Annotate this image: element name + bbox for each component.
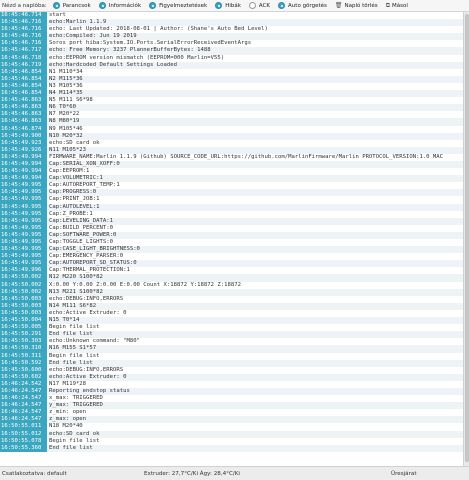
log-row[interactable] [0,267,463,274]
log-row[interactable] [0,416,463,423]
log-row[interactable] [0,338,463,345]
log-message: Cap:SERIAL_XON_XOFF:0 [47,161,463,168]
log-message: End file list [47,331,463,338]
log-message: N12 M220 S100*82 [47,274,463,281]
log-timestamp: 16:46:24.542 [0,381,47,388]
log-message: Cap:CASE_LIGHT_BRIGHTNESS:0 [47,246,463,253]
log-timestamp: 16:45:49.995 [0,260,47,267]
log-row[interactable] [0,140,463,147]
log-filter-option-label: Figyelmeztetések [159,2,208,9]
log-message: z_min: open [47,409,463,416]
copy-log-button[interactable] [386,2,408,10]
log-timestamp: 16:45:50.005 [0,324,47,331]
log-row[interactable] [0,317,463,324]
log-message: Cap:AUTOREPORT_TEMP:1 [47,182,463,189]
log-filter-option-label: Auto görgetés [288,2,327,9]
log-timestamp: 16:45:46.863 [0,111,47,118]
log-message: FIRMWARE_NAME:Marlin 1.1.9 (Github) SOURCE_CODE_URL:https://github.com/MarlinFirmware/Marlin PROTOCOL_VERSION:1.0 MAC [47,154,463,161]
log-row[interactable] [0,345,463,352]
log-row[interactable] [0,40,463,47]
log-row[interactable] [0,168,463,175]
clear-log-button[interactable] [335,2,378,9]
log-message: echo:Marlin 1.1.9 [47,19,463,26]
log-message: echo:SD card ok [47,431,463,438]
log-timestamp: 16:45:50.004 [0,317,47,324]
log-timestamp: 16:45:46.716 [0,19,47,26]
log-row[interactable] [0,423,463,430]
log-message: Cap:EEPROM:1 [47,168,463,175]
log-timestamp: 16:45:49.995 [0,211,47,218]
log-message: echo: Last Updated: 2018-08-01 | Author: (Shane's Auto Bed Level) [47,26,463,33]
log-message: N3 M105*36 [47,83,463,90]
log-list[interactable] [0,12,463,466]
log-row[interactable] [0,161,463,168]
log-filter-option-label: Parancsok [62,2,91,9]
log-timestamp: 16:50:55.078 [0,438,47,445]
log-row[interactable] [0,296,463,303]
log-timestamp: 16:45:49.995 [0,239,47,246]
log-row[interactable] [0,90,463,97]
radio-checked-icon[interactable] [53,2,60,9]
log-message: Cap:BUILD_PERCENT:0 [47,225,463,232]
log-message: N16 M155 S1*57 [47,345,463,352]
log-message: start [47,12,463,19]
log-filter-option-label: Információk [108,2,142,9]
log-message: N9 M105*46 [47,126,463,133]
log-message: Cap:LEVELING_DATA:1 [47,218,463,225]
log-message: echo:Active Extruder: 0 [47,310,463,317]
log-message: echo:EEPROM version mismatch (EEPROM=000 Marlin=V55) [47,55,463,62]
log-message: N5 M111 S6*98 [47,97,463,104]
log-row[interactable] [0,26,463,33]
log-message: N14 M111 S6*82 [47,303,463,310]
log-message: z_max: open [47,416,463,423]
log-timestamp: 16:50:55.012 [0,431,47,438]
log-row[interactable] [0,196,463,203]
log-message: Cap:Z_PROBE:1 [47,211,463,218]
log-timestamp: 16:45:50.311 [0,353,47,360]
log-row[interactable] [0,409,463,416]
radio-checked-icon[interactable] [99,2,106,9]
log-timestamp: 16:45:49.995 [0,225,47,232]
log-row[interactable] [0,353,463,360]
log-row[interactable] [0,218,463,225]
log-filter-option[interactable] [278,2,327,9]
log-timestamp: 16:45:49.994 [0,161,47,168]
log-row[interactable] [0,118,463,125]
log-row[interactable] [0,438,463,445]
copy-log-label: Másol [391,2,408,9]
log-row[interactable] [0,310,463,317]
log-timestamp: 16:46:24.547 [0,409,47,416]
log-message: N4 M114*35 [47,90,463,97]
log-timestamp: 16:45:50.002 [0,289,47,296]
log-row[interactable] [0,83,463,90]
log-row[interactable] [0,104,463,111]
trash-icon: 🗑 [334,2,343,9]
log-message: Soros port hiba:System.IO.Ports.SerialErrorReceivedEventArgs [47,40,463,47]
log-message: N1 M110*34 [47,69,463,76]
log-timestamp: 16:45:49.994 [0,168,47,175]
log-timestamp: 16:45:50.310 [0,345,47,352]
log-timestamp: 16:45:49.995 [0,246,47,253]
log-timestamp: 16:45:50.592 [0,360,47,367]
log-message: echo:DEBUG:INFO,ERRORS [47,367,463,374]
log-row[interactable] [0,62,463,69]
log-row[interactable] [0,360,463,367]
log-row[interactable] [0,395,463,402]
log-timestamp: 16:45:49.995 [0,189,47,196]
log-message: echo:Hardcoded Default Settings Loaded [47,62,463,69]
log-timestamp: 16:45:50.002 [0,282,47,289]
log-message: x_max: TRIGGERED [47,395,463,402]
log-timestamp: 16:45:46.854 [0,69,47,76]
log-message: Cap:PRINT_JOB:1 [47,196,463,203]
log-message: N11 M105*23 [47,147,463,154]
log-row[interactable] [0,289,463,296]
log-timestamp: 16:46:24.547 [0,395,47,402]
log-message: N2 M115*36 [47,76,463,83]
log-timestamp: 16:45:49.995 [0,204,47,211]
log-timestamp: 16:45:46.716 [0,33,47,40]
log-timestamp: 16:45:46.854 [0,83,47,90]
copy-icon: ⧉ [385,1,390,9]
log-timestamp: 16:45:46.854 [0,76,47,83]
log-timestamp: 16:45:49.900 [0,133,47,140]
log-filter-option[interactable] [99,2,141,9]
log-row[interactable] [0,331,463,338]
radio-unchecked-icon[interactable] [249,2,256,9]
log-message: echo:Compiled: Jun 19 2019 [47,33,463,40]
log-message: echo:Unknown command: "M80" [47,338,463,345]
log-timestamp: 16:45:50.002 [0,274,47,281]
log-message: Cap:SOFTWARE_POWER:0 [47,232,463,239]
log-row[interactable] [0,154,463,161]
log-timestamp: 16:45:49.996 [0,267,47,274]
log-row[interactable] [0,33,463,40]
log-message: N8 M80*19 [47,118,463,125]
log-message: Cap:VOLUMETRIC:1 [47,175,463,182]
log-message: N15 T0*14 [47,317,463,324]
log-row[interactable] [0,111,463,118]
log-timestamp: 16:45:50.600 [0,367,47,374]
log-filter-option[interactable] [149,2,207,9]
log-row[interactable] [0,274,463,281]
log-row[interactable] [0,232,463,239]
log-timestamp: 16:45:50.003 [0,296,47,303]
log-filter-option[interactable] [53,2,91,9]
radio-checked-icon[interactable] [278,2,285,9]
log-timestamp: 16:45:46.717 [0,47,47,54]
log-timestamp: 16:45:46.863 [0,104,47,111]
log-filter-option-label: Hibák [225,2,241,9]
log-row[interactable] [0,182,463,189]
log-message: N7 M20*22 [47,111,463,118]
log-message: X:0.00 Y:0.00 Z:0.00 E:0.00 Count X:18872 Y:18872 Z:18872 [47,282,463,289]
log-filter-label: Nézd a naplóba: [2,2,47,9]
log-message: Cap:PROGRESS:0 [47,189,463,196]
log-timestamp: 16:50:55.011 [0,423,47,430]
log-timestamp: 16:45:49.995 [0,196,47,203]
log-message: Begin file list [47,324,463,331]
log-row[interactable] [0,69,463,76]
log-timestamp: 16:45:49.995 [0,218,47,225]
log-scrollbar-thumb[interactable] [465,14,469,462]
log-row[interactable] [0,303,463,310]
log-message: Begin file list [47,438,463,445]
log-timestamp: 16:45:50.602 [0,374,47,381]
log-row[interactable] [0,76,463,83]
log-row[interactable] [0,147,463,154]
log-timestamp: 16:45:46.719 [0,62,47,69]
connection-status: Csatlakoztatva: default [2,470,67,477]
log-row[interactable] [0,402,463,409]
log-message: Cap:EMERGENCY_PARSER:0 [47,253,463,260]
log-message: N6 T0*60 [47,104,463,111]
log-filter-options [53,2,335,9]
log-message: echo:DEBUG:INFO,ERRORS [47,296,463,303]
log-message: N13 M221 S100*82 [47,289,463,296]
log-message: Cap:AUTOLEVEL:1 [47,204,463,211]
log-timestamp: 16:46:24.547 [0,388,47,395]
log-timestamp: 16:46:24.547 [0,416,47,423]
clear-log-label: Napló törlés [344,2,378,9]
log-row[interactable] [0,211,463,218]
log-message: Begin file list [47,353,463,360]
log-row[interactable] [0,239,463,246]
log-message: N18 M20*40 [47,423,463,430]
log-message: echo:SD card ok [47,140,463,147]
log-timestamp: 16:45:49.923 [0,140,47,147]
log-timestamp: 16:45:49.995 [0,253,47,260]
log-timestamp: 16:45:46.854 [0,90,47,97]
log-timestamp: 16:45:49.995 [0,182,47,189]
log-row[interactable] [0,189,463,196]
log-row[interactable] [0,431,463,438]
log-timestamp: 16:45:49.926 [0,147,47,154]
log-timestamp: 16:45:46.863 [0,118,47,125]
log-row[interactable] [0,282,463,289]
log-row[interactable] [0,55,463,62]
log-timestamp: 16:45:46.874 [0,126,47,133]
log-row[interactable] [0,381,463,388]
log-row[interactable] [0,175,463,182]
log-timestamp: 16:45:49.994 [0,154,47,161]
log-row[interactable] [0,246,463,253]
log-timestamp: 16:45:46.714 [0,12,47,19]
log-row[interactable] [0,225,463,232]
log-row[interactable] [0,388,463,395]
log-row[interactable] [0,374,463,381]
log-message: Cap:THERMAL_PROTECTION:1 [47,267,463,274]
log-row[interactable] [0,12,463,19]
log-message: echo:Active Extruder: 0 [47,374,463,381]
radio-checked-icon[interactable] [149,2,156,9]
log-row[interactable] [0,204,463,211]
log-filter-option-label: ACK [258,2,271,9]
temperature-status: Extruder: 27,7°C/Ki Ágy: 28,4°C/Ki [144,470,240,477]
printer-state: Üresjárat [391,470,417,477]
log-message: echo: Free Memory: 3237 PlannerBufferBytes: 1488 [47,47,463,54]
log-row[interactable] [0,445,463,452]
log-timestamp: 16:45:46.716 [0,40,47,47]
log-filter-option[interactable] [215,2,241,9]
log-row[interactable] [0,47,463,54]
log-row[interactable] [0,324,463,331]
log-scrollbar[interactable] [463,12,469,466]
log-filter-toolbar [0,0,469,12]
radio-checked-icon[interactable] [215,2,222,9]
log-timestamp: 16:45:46.863 [0,97,47,104]
log-timestamp: 16:50:55.360 [0,445,47,452]
log-message: End file list [47,360,463,367]
log-timestamp: 16:45:49.995 [0,232,47,239]
status-bar [0,466,469,480]
log-timestamp: 16:45:49.994 [0,175,47,182]
log-row[interactable] [0,133,463,140]
log-timestamp: 16:45:50.003 [0,303,47,310]
log-filter-option[interactable] [249,2,270,9]
log-timestamp: 16:45:50.291 [0,331,47,338]
log-row[interactable] [0,253,463,260]
log-message: Cap:TOGGLE_LIGHTS:0 [47,239,463,246]
log-row[interactable] [0,367,463,374]
log-timestamp: 16:45:50.003 [0,310,47,317]
log-message: Cap:AUTOREPORT_SD_STATUS:0 [47,260,463,267]
log-row[interactable] [0,97,463,104]
log-message: End file list [47,445,463,452]
log-message: y_max: TRIGGERED [47,402,463,409]
log-row[interactable] [0,126,463,133]
log-row[interactable] [0,19,463,26]
log-timestamp: 16:45:46.718 [0,55,47,62]
log-message: Reporting endstop status [47,388,463,395]
log-timestamp: 16:46:24.547 [0,402,47,409]
log-row[interactable] [0,260,463,267]
log-timestamp: 16:45:50.303 [0,338,47,345]
log-timestamp: 16:45:46.716 [0,26,47,33]
log-message: N10 M20*32 [47,133,463,140]
log-message: N17 M119*28 [47,381,463,388]
